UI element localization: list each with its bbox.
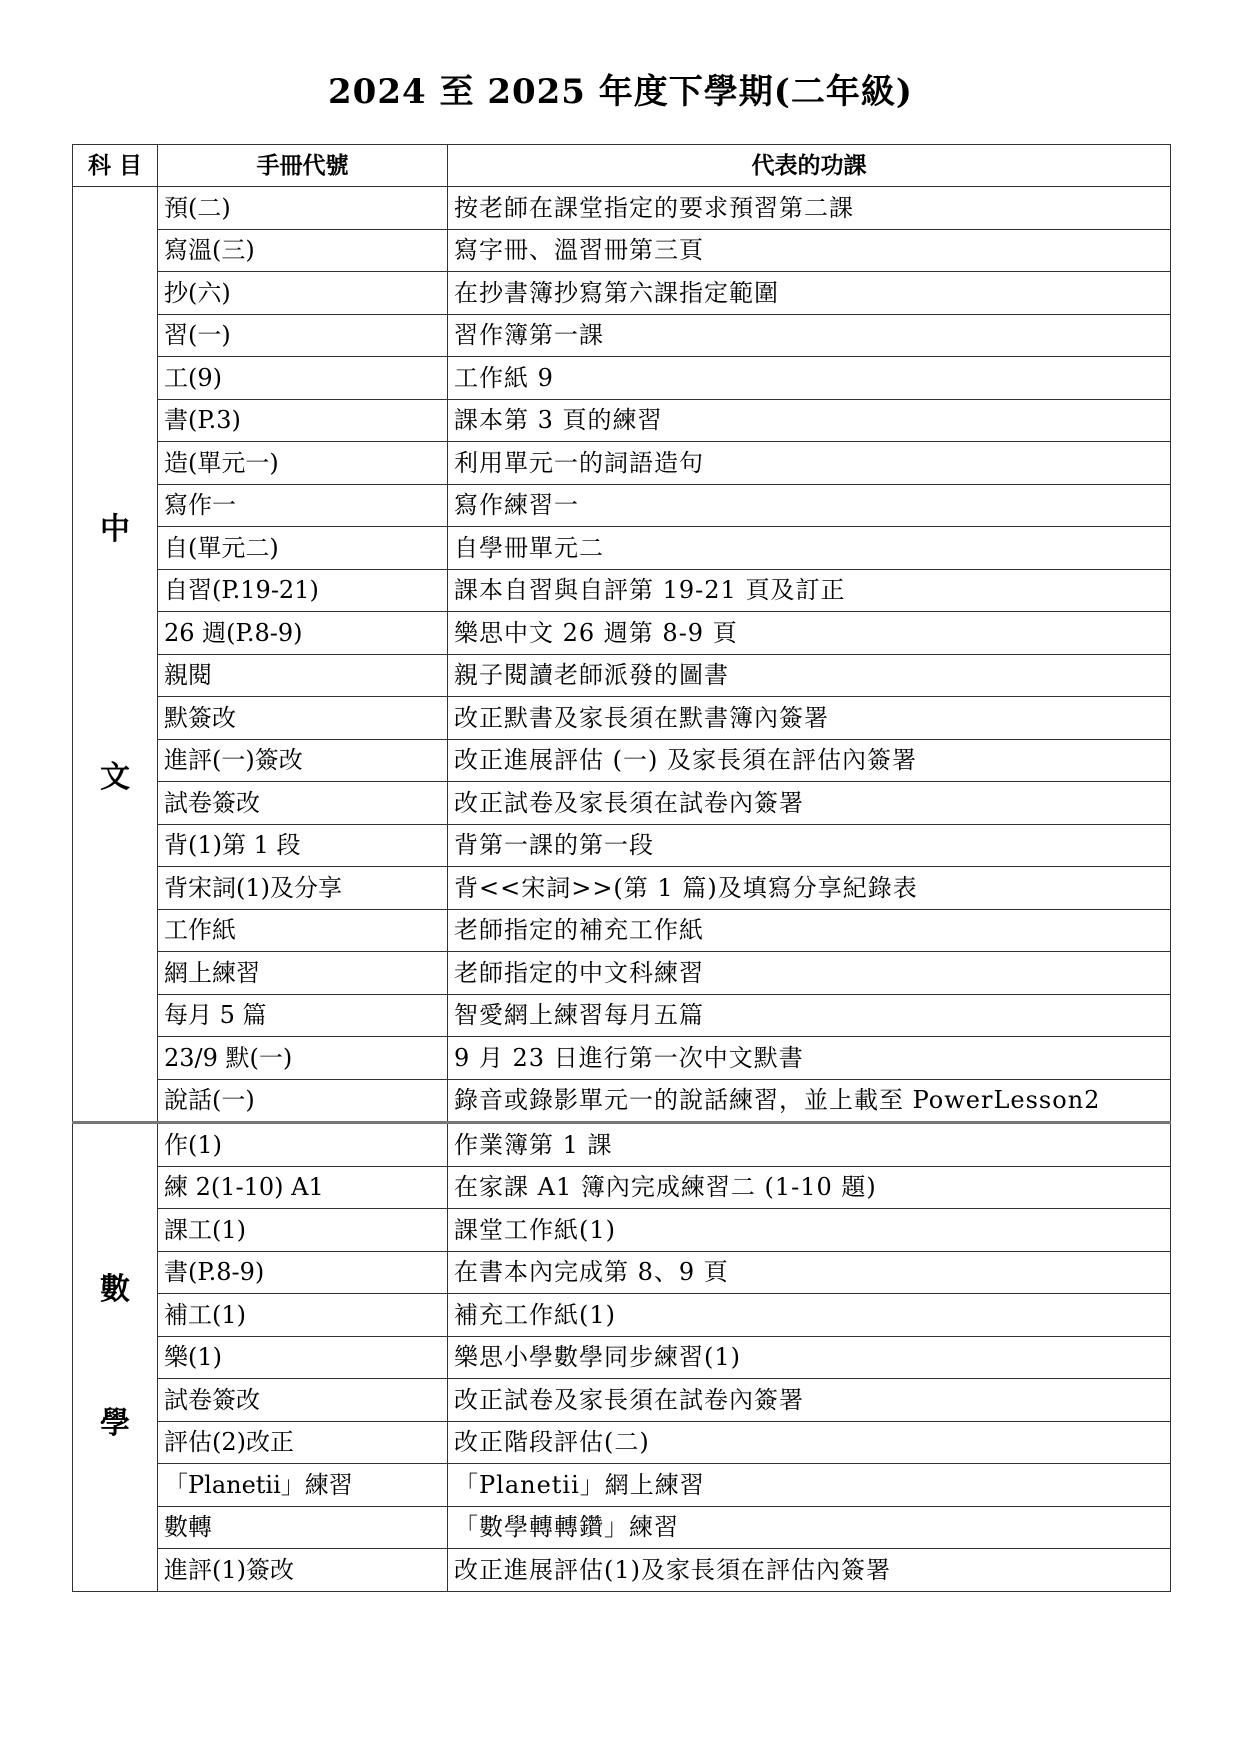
table-row	[73, 1549, 1171, 1592]
homework-description-cell: 改正進展評估 (一) 及家長須在評估內簽署	[448, 739, 1171, 782]
homework-code-cell: 樂(1)	[158, 1336, 448, 1379]
header-subject: 科 目	[73, 145, 158, 187]
homework-code-cell: 親閱	[158, 654, 448, 697]
homework-code-cell: 練 2(1-10) A1	[158, 1166, 448, 1209]
homework-description-cell: 9 月 23 日進行第一次中文默書	[448, 1037, 1171, 1080]
homework-code-cell: 評估(2)改正	[158, 1421, 448, 1464]
homework-code-cell: 自習(P.19-21)	[158, 569, 448, 612]
homework-description-cell: 課本自習與自評第 19-21 頁及訂正	[448, 569, 1171, 612]
table-row	[73, 1123, 1171, 1167]
homework-table	[72, 144, 1171, 1592]
homework-code-cell: 書(P.3)	[158, 399, 448, 442]
homework-code-cell: 進評(1)簽改	[158, 1549, 448, 1592]
homework-description-cell: 「數學轉轉鑽」練習	[448, 1506, 1171, 1549]
homework-description-cell: 背<<宋詞>>(第 1 篇)及填寫分享紀錄表	[448, 867, 1171, 910]
homework-code-cell: 造(單元一)	[158, 442, 448, 485]
homework-code-cell: 抄(六)	[158, 272, 448, 315]
homework-description-cell: 按老師在課堂指定的要求預習第二課	[448, 187, 1171, 230]
table-row	[73, 612, 1171, 655]
table-row	[73, 527, 1171, 570]
homework-code-cell: 26 週(P.8-9)	[158, 612, 448, 655]
homework-code-cell: 23/9 默(一)	[158, 1037, 448, 1080]
subject-math-cell	[73, 1123, 158, 1592]
homework-code-cell: 工(9)	[158, 357, 448, 400]
homework-code-cell: 背宋詞(1)及分享	[158, 867, 448, 910]
header-code: 手冊代號	[158, 145, 448, 187]
homework-description-cell: 老師指定的中文科練習	[448, 952, 1171, 995]
table-row	[73, 739, 1171, 782]
subject-chinese-cell	[73, 187, 158, 1123]
homework-description-cell: 錄音或錄影單元一的說話練習，並上載至 PowerLesson2	[448, 1079, 1171, 1123]
table-row	[73, 399, 1171, 442]
subject-char: 數	[100, 1272, 130, 1308]
table-row	[73, 952, 1171, 995]
table-row	[73, 1464, 1171, 1507]
subject-char: 文	[100, 760, 130, 795]
homework-description-cell: 在書本內完成第 8、9 頁	[448, 1251, 1171, 1294]
homework-description-cell: 課本第 3 頁的練習	[448, 399, 1171, 442]
homework-description-cell: 背第一課的第一段	[448, 824, 1171, 867]
homework-code-cell: 默簽改	[158, 697, 448, 740]
homework-code-cell: 課工(1)	[158, 1209, 448, 1252]
homework-code-cell: 工作紙	[158, 909, 448, 952]
table-row	[73, 697, 1171, 740]
table-row	[73, 484, 1171, 527]
homework-description-cell: 樂思小學數學同步練習(1)	[448, 1336, 1171, 1379]
table-row	[73, 1251, 1171, 1294]
homework-code-cell: 背(1)第 1 段	[158, 824, 448, 867]
homework-description-cell: 寫作練習一	[448, 484, 1171, 527]
homework-code-cell: 說話(一)	[158, 1079, 448, 1123]
homework-code-cell: 書(P.8-9)	[158, 1251, 448, 1294]
table-row	[73, 654, 1171, 697]
homework-description-cell: 在家課 A1 簿內完成練習二 (1-10 題)	[448, 1166, 1171, 1209]
table-row	[73, 187, 1171, 230]
homework-code-cell: 補工(1)	[158, 1294, 448, 1337]
homework-code-cell: 寫溫(三)	[158, 229, 448, 272]
homework-code-cell: 試卷簽改	[158, 782, 448, 825]
table-row	[73, 569, 1171, 612]
subject-char: 學	[100, 1406, 130, 1442]
homework-description-cell: 課堂工作紙(1)	[448, 1209, 1171, 1252]
homework-description-cell: 改正默書及家長須在默書簿內簽署	[448, 697, 1171, 740]
homework-description-cell: 親子閱讀老師派發的圖書	[448, 654, 1171, 697]
homework-description-cell: 補充工作紙(1)	[448, 1294, 1171, 1337]
subject-char: 中	[100, 512, 130, 547]
homework-code-cell: 進評(一)簽改	[158, 739, 448, 782]
homework-code-cell: 每月 5 篇	[158, 994, 448, 1037]
homework-code-cell: 網上練習	[158, 952, 448, 995]
header-row	[73, 145, 1171, 187]
homework-description-cell: 習作簿第一課	[448, 314, 1171, 357]
table-row	[73, 824, 1171, 867]
homework-description-cell: 樂思中文 26 週第 8-9 頁	[448, 612, 1171, 655]
table-row	[73, 1037, 1171, 1080]
subject-math-label	[73, 1272, 157, 1442]
homework-description-cell: 改正試卷及家長須在試卷內簽署	[448, 1379, 1171, 1422]
homework-description-cell: 改正試卷及家長須在試卷內簽署	[448, 782, 1171, 825]
table-row	[73, 909, 1171, 952]
homework-code-cell: 「Planetii」練習	[158, 1464, 448, 1507]
homework-description-cell: 工作紙 9	[448, 357, 1171, 400]
table-row	[73, 782, 1171, 825]
table-row	[73, 1506, 1171, 1549]
homework-description-cell: 作業簿第 1 課	[448, 1123, 1171, 1167]
table-row	[73, 1421, 1171, 1464]
homework-description-cell: 改正階段評估(二)	[448, 1421, 1171, 1464]
homework-description-cell: 老師指定的補充工作紙	[448, 909, 1171, 952]
table-row	[73, 867, 1171, 910]
homework-code-cell: 寫作一	[158, 484, 448, 527]
homework-code-cell: 作(1)	[158, 1123, 448, 1167]
homework-description-cell: 利用單元一的詞語造句	[448, 442, 1171, 485]
table-row	[73, 1166, 1171, 1209]
homework-description-cell: 「Planetii」網上練習	[448, 1464, 1171, 1507]
table-row	[73, 994, 1171, 1037]
homework-description-cell: 改正進展評估(1)及家長須在評估內簽署	[448, 1549, 1171, 1592]
homework-code-cell: 習(一)	[158, 314, 448, 357]
header-description: 代表的功課	[448, 145, 1171, 187]
homework-code-cell: 預(二)	[158, 187, 448, 230]
homework-description-cell: 寫字冊、溫習冊第三頁	[448, 229, 1171, 272]
table-body	[73, 187, 1171, 1592]
table-row	[73, 357, 1171, 400]
table-row	[73, 272, 1171, 315]
homework-description-cell: 智愛網上練習每月五篇	[448, 994, 1171, 1037]
table-row	[73, 1079, 1171, 1123]
page-title: 2024 至 2025 年度下學期(二年級)	[328, 72, 913, 112]
homework-code-cell: 自(單元二)	[158, 527, 448, 570]
homework-code-cell: 數轉	[158, 1506, 448, 1549]
table-row	[73, 1336, 1171, 1379]
subject-chinese-label	[73, 512, 157, 795]
homework-description-cell: 自學冊單元二	[448, 527, 1171, 570]
homework-description-cell: 在抄書簿抄寫第六課指定範圍	[448, 272, 1171, 315]
table-row	[73, 442, 1171, 485]
table-row	[73, 1379, 1171, 1422]
table-row	[73, 1294, 1171, 1337]
homework-code-cell: 試卷簽改	[158, 1379, 448, 1422]
table-row	[73, 229, 1171, 272]
table-row	[73, 1209, 1171, 1252]
table-row	[73, 314, 1171, 357]
